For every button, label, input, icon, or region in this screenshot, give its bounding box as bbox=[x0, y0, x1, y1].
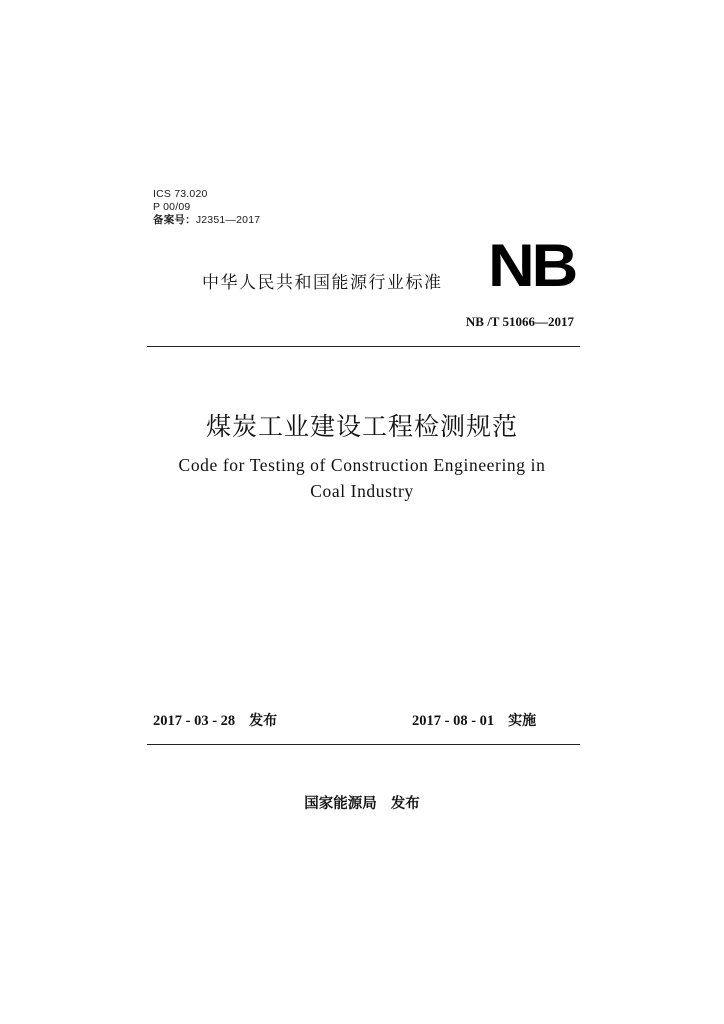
issue-date: 2017 - 03 - 28 bbox=[153, 713, 236, 729]
title-chinese: 煤炭工业建设工程检测规范 bbox=[205, 412, 518, 441]
standard-number: NB /T 51066—2017 bbox=[465, 314, 574, 329]
title-english-line-2: Coal Industry bbox=[310, 481, 414, 501]
publisher-name: 国家能源局 bbox=[304, 796, 377, 812]
title-english-line-1: Code for Testing of Construction Engineering in bbox=[178, 455, 546, 475]
implementation-label: 实施 bbox=[508, 713, 537, 729]
record-number-value: J2351—2017 bbox=[195, 214, 261, 226]
record-number-label: 备案号： bbox=[153, 214, 196, 226]
ics-code: ICS 73.020 bbox=[153, 188, 208, 200]
issue-label: 发布 bbox=[249, 713, 278, 729]
publish-label: 发布 bbox=[390, 796, 420, 812]
implementation-date: 2017 - 08 - 01 bbox=[412, 713, 495, 729]
title-english bbox=[140, 452, 584, 504]
issue-date-block bbox=[153, 710, 277, 730]
bottom-divider bbox=[147, 744, 580, 745]
record-number-line bbox=[153, 214, 260, 227]
top-divider bbox=[147, 346, 580, 347]
nb-logo: NB bbox=[488, 232, 576, 299]
document-metadata bbox=[153, 188, 260, 227]
standard-type-heading: 中华人民共和国能源行业标准 bbox=[202, 273, 443, 293]
implementation-date-block bbox=[412, 710, 536, 730]
publisher-line bbox=[0, 792, 724, 813]
classification-code: P 00/09 bbox=[153, 201, 191, 213]
